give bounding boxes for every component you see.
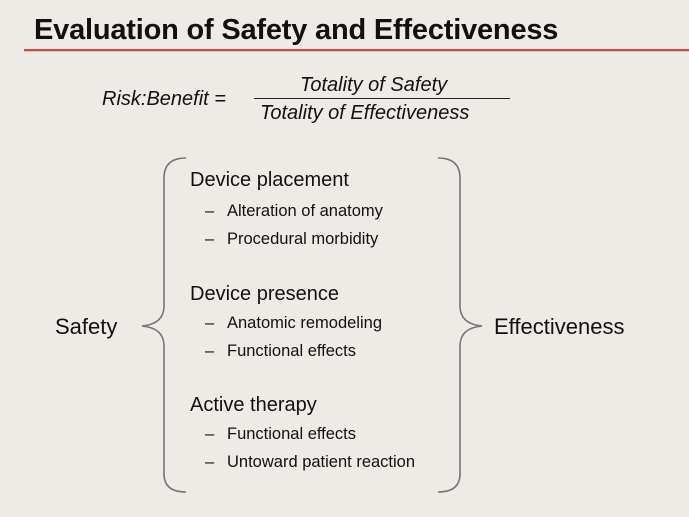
formula-numerator: Totality of Safety	[300, 74, 448, 96]
bullet-item: Alteration of anatomy	[227, 202, 383, 220]
group-heading-active-therapy: Active therapy	[190, 394, 317, 416]
bullet-item: Functional effects	[227, 425, 357, 443]
left-brace	[142, 158, 186, 492]
bullet-dash: –	[205, 230, 215, 248]
bullet-item: Untoward patient reaction	[227, 453, 416, 471]
group-heading-device-placement: Device placement	[190, 169, 349, 191]
bullet-item: Procedural morbidity	[227, 230, 379, 248]
formula-lhs: Risk:Benefit =	[102, 88, 226, 110]
effectiveness-label: Effectiveness	[494, 314, 625, 339]
bullet-item: Functional effects	[227, 342, 357, 360]
bullet-dash: –	[205, 453, 215, 471]
safety-label: Safety	[55, 314, 118, 339]
formula-denominator: Totality of Effectiveness	[260, 102, 470, 124]
right-brace	[438, 158, 482, 492]
bullet-item: Anatomic remodeling	[227, 314, 382, 332]
bullet-dash: –	[205, 425, 215, 443]
bullet-dash: –	[205, 342, 215, 360]
slide-title: Evaluation of Safety and Effectiveness	[34, 14, 559, 46]
bullet-dash: –	[205, 314, 215, 332]
group-heading-device-presence: Device presence	[190, 283, 339, 305]
bullet-dash: –	[205, 202, 215, 220]
